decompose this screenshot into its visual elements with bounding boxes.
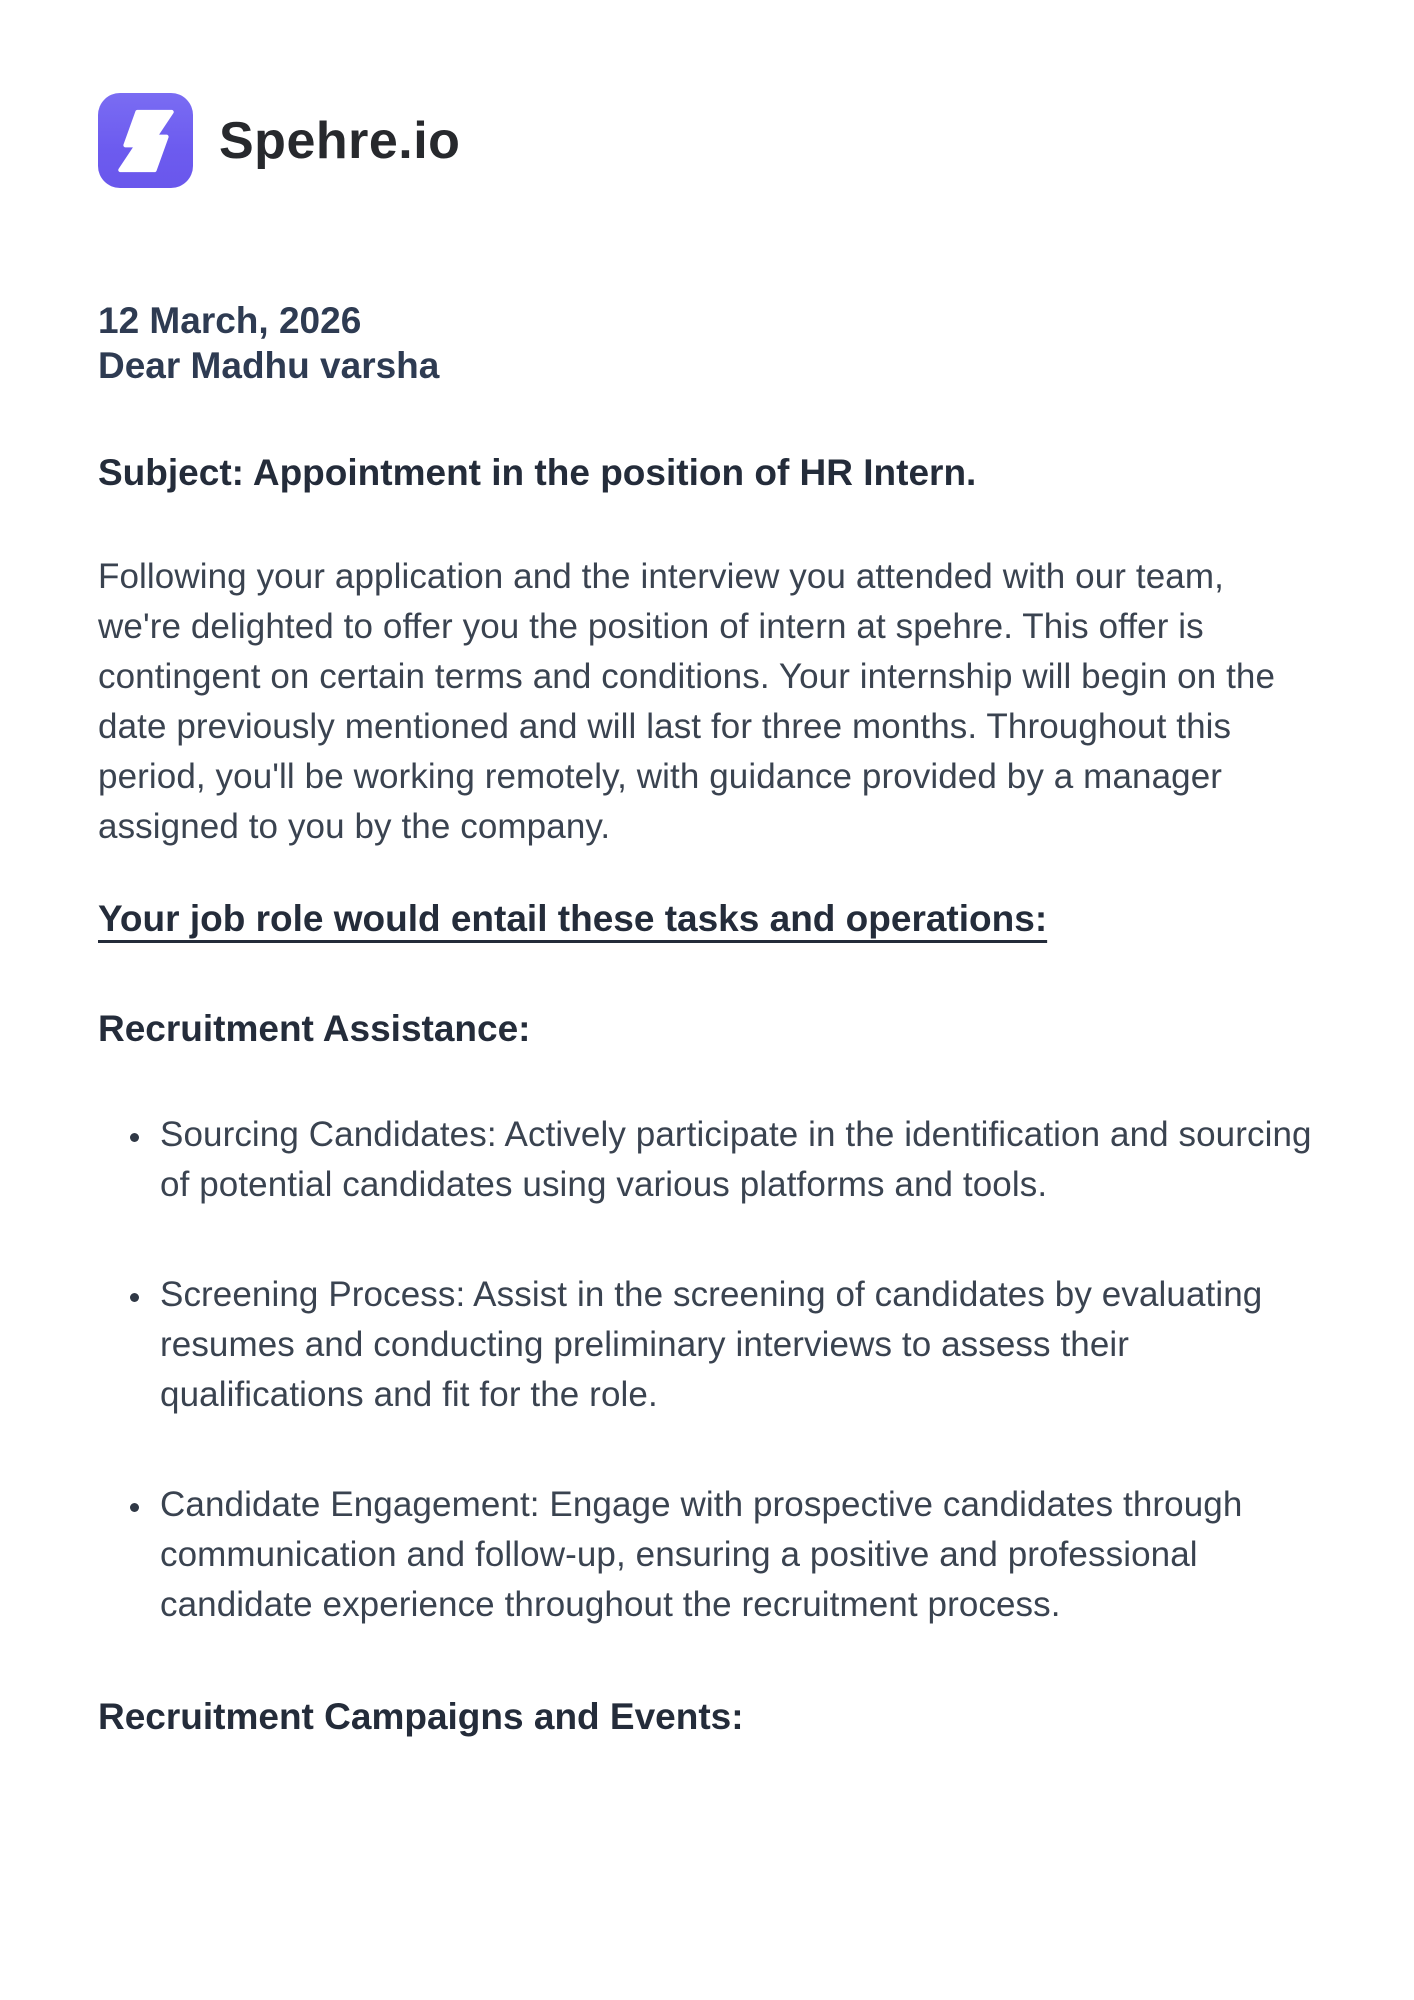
spehre-logo-icon (98, 93, 193, 188)
section-title-recruitment-assistance: Recruitment Assistance: (98, 1008, 531, 1049)
section-title-recruitment-campaigns: Recruitment Campaigns and Events: (98, 1696, 744, 1737)
list-item-candidate-engagement: • Candidate Engagement: Engage with prospective candidates through communication and follow-up, ensuring a positive and professional candidate experience throughout the recruitment process. (154, 1480, 1318, 1630)
letter-greeting: Dear Madhu varsha (98, 345, 440, 386)
letter-subject: Subject: Appointment in the position of HR Intern. (98, 452, 977, 493)
tasks-heading: Your job role would entail these tasks and operations: (98, 898, 1048, 939)
brand-header (98, 93, 1318, 188)
list-item-screening-process: • Screening Process: Assist in the screening of candidates by evaluating resumes and conducting preliminary interviews to assess their qualifications and fit for the role. (154, 1270, 1318, 1420)
letter-content (98, 298, 1318, 1740)
letter-intro-paragraph: Following your application and the interview you attended with our team, we're delighted to offer you the position of intern at spehre. This offer is contingent on certain terms and conditions. Your internship will begin on the date previously mentioned and will last for three months. Throughout this period, you'll be working remotely, with guidance provided by a manager assigned to you by the company. (98, 557, 1276, 846)
lightning-s-icon (105, 100, 187, 182)
letter-date: 12 March, 2026 (98, 300, 362, 341)
list-item-sourcing-candidates: • Sourcing Candidates: Actively participate in the identification and sourcing of potential candidates using various platforms and tools. (154, 1110, 1318, 1210)
recruitment-assistance-list (98, 1110, 1318, 1630)
brand-name: Spehre.io (219, 111, 461, 170)
